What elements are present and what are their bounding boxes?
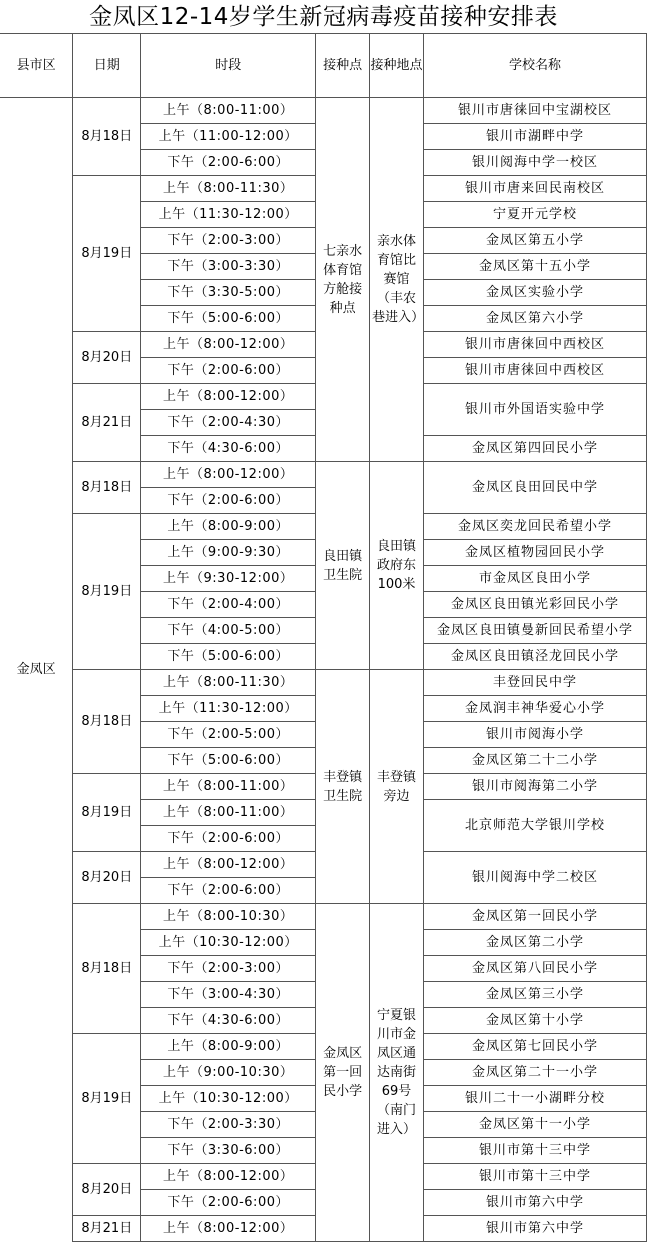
school-cell: 金凤区第七回民小学	[424, 1034, 647, 1060]
time-cell: 下午（5:00-6:00）	[141, 644, 316, 670]
time-cell: 上午（10:30-12:00）	[141, 1086, 316, 1112]
time-cell: 下午（2:00-6:00）	[141, 1190, 316, 1216]
school-cell: 市金凤区良田小学	[424, 566, 647, 592]
time-cell: 上午（8:00-11:00）	[141, 774, 316, 800]
header-site: 接种点	[316, 34, 370, 98]
time-cell: 下午（2:00-6:00）	[141, 150, 316, 176]
school-cell: 金凤区第二十二小学	[424, 748, 647, 774]
time-cell: 下午（2:00-4:00）	[141, 592, 316, 618]
school-cell: 金凤区第十五小学	[424, 254, 647, 280]
school-cell: 金凤区植物园回民小学	[424, 540, 647, 566]
school-cell: 金凤区良田镇泾龙回民小学	[424, 644, 647, 670]
time-cell: 下午（4:00-5:00）	[141, 618, 316, 644]
location-cell: 亲水体育馆比赛馆（丰农巷进入）	[370, 98, 424, 462]
school-cell: 金凤区奕龙回民希望小学	[424, 514, 647, 540]
date-cell: 8月19日	[73, 1034, 141, 1164]
table-row	[0, 462, 647, 488]
time-cell: 上午（11:00-12:00）	[141, 124, 316, 150]
time-cell: 下午（2:00-6:00）	[141, 878, 316, 904]
date-cell: 8月19日	[73, 176, 141, 332]
page-title: 金凤区12-14岁学生新冠病毒疫苗接种安排表	[89, 4, 558, 30]
time-cell: 上午（9:30-12:00）	[141, 566, 316, 592]
time-cell: 下午（4:30-6:00）	[141, 1008, 316, 1034]
table-row	[0, 98, 647, 124]
time-cell: 下午（4:30-6:00）	[141, 436, 316, 462]
header-row	[0, 34, 647, 98]
date-cell: 8月21日	[73, 1216, 141, 1242]
school-cell: 金凤区良田镇光彩回民小学	[424, 592, 647, 618]
date-cell: 8月20日	[73, 1164, 141, 1216]
time-cell: 上午（8:00-9:00）	[141, 514, 316, 540]
school-cell: 银川市第十三中学	[424, 1138, 647, 1164]
school-cell: 宁夏开元学校	[424, 202, 647, 228]
school-cell: 金凤区第二小学	[424, 930, 647, 956]
time-cell: 下午（2:00-3:30）	[141, 1112, 316, 1138]
school-cell: 银川阅海中学一校区	[424, 150, 647, 176]
school-cell: 金凤区第三小学	[424, 982, 647, 1008]
schedule-table	[0, 33, 647, 1242]
location-cell: 良田镇政府东100米	[370, 462, 424, 670]
table-row	[0, 670, 647, 696]
school-cell: 银川市第六中学	[424, 1216, 647, 1242]
school-cell: 金凤区第二十一小学	[424, 1060, 647, 1086]
school-cell: 银川市阅海第二小学	[424, 774, 647, 800]
time-cell: 上午（8:00-9:00）	[141, 1034, 316, 1060]
school-cell: 北京师范大学银川学校	[424, 800, 647, 852]
date-cell: 8月18日	[73, 904, 141, 1034]
time-cell: 上午（11:30-12:00）	[141, 202, 316, 228]
school-cell: 金凤区实验小学	[424, 280, 647, 306]
school-cell: 金凤区第十一小学	[424, 1112, 647, 1138]
school-cell: 银川市唐徕回中西校区	[424, 358, 647, 384]
time-cell: 下午（2:00-4:30）	[141, 410, 316, 436]
school-cell: 银川市外国语实验中学	[424, 384, 647, 436]
time-cell: 下午（2:00-5:00）	[141, 722, 316, 748]
time-cell: 下午（2:00-6:00）	[141, 358, 316, 384]
school-cell: 银川市第十三中学	[424, 1164, 647, 1190]
time-cell: 下午（2:00-6:00）	[141, 488, 316, 514]
school-cell: 金凤区第一回民小学	[424, 904, 647, 930]
time-cell: 上午（8:00-12:00）	[141, 384, 316, 410]
date-cell: 8月18日	[73, 670, 141, 774]
time-cell: 上午（8:00-10:30）	[141, 904, 316, 930]
time-cell: 下午（3:30-5:00）	[141, 280, 316, 306]
school-cell: 银川市唐来回民南校区	[424, 176, 647, 202]
time-cell: 上午（8:00-12:00）	[141, 852, 316, 878]
time-cell: 上午（8:00-12:00）	[141, 1216, 316, 1242]
location-cell: 宁夏银川市金凤区通达南街69号（南门进入）	[370, 904, 424, 1242]
site-cell: 金凤区第一回民小学	[316, 904, 370, 1242]
school-cell: 金凤区第八回民小学	[424, 956, 647, 982]
header-school: 学校名称	[424, 34, 647, 98]
school-cell: 银川市唐徕回中宝湖校区	[424, 98, 647, 124]
site-cell: 丰登镇卫生院	[316, 670, 370, 904]
date-cell: 8月18日	[73, 462, 141, 514]
time-cell: 上午（10:30-12:00）	[141, 930, 316, 956]
time-cell: 下午（5:00-6:00）	[141, 748, 316, 774]
location-cell: 丰登镇旁边	[370, 670, 424, 904]
school-cell: 金凤区第四回民小学	[424, 436, 647, 462]
school-cell: 银川市湖畔中学	[424, 124, 647, 150]
school-cell: 银川二十一小湖畔分校	[424, 1086, 647, 1112]
time-cell: 下午（2:00-6:00）	[141, 826, 316, 852]
county-cell: 金凤区	[0, 98, 73, 1242]
time-cell: 下午（3:30-6:00）	[141, 1138, 316, 1164]
school-cell: 金凤区第五小学	[424, 228, 647, 254]
table-row	[0, 904, 647, 930]
school-cell: 银川市第六中学	[424, 1190, 647, 1216]
time-cell: 上午（8:00-12:00）	[141, 1164, 316, 1190]
header-location: 接种地点	[370, 34, 424, 98]
school-cell: 银川阅海中学二校区	[424, 852, 647, 904]
time-cell: 上午（8:00-11:30）	[141, 670, 316, 696]
time-cell: 上午（11:30-12:00）	[141, 696, 316, 722]
time-cell: 上午（8:00-12:00）	[141, 332, 316, 358]
time-cell: 下午（3:00-3:30）	[141, 254, 316, 280]
school-cell: 金凤区第十小学	[424, 1008, 647, 1034]
date-cell: 8月18日	[73, 98, 141, 176]
school-cell: 金凤区良田回民中学	[424, 462, 647, 514]
time-cell: 下午（2:00-3:00）	[141, 956, 316, 982]
time-cell: 上午（9:00-10:30）	[141, 1060, 316, 1086]
date-cell: 8月19日	[73, 774, 141, 852]
date-cell: 8月20日	[73, 852, 141, 904]
time-cell: 上午（8:00-12:00）	[141, 462, 316, 488]
time-cell: 下午（5:00-6:00）	[141, 306, 316, 332]
header-county: 县市区	[0, 34, 73, 98]
date-cell: 8月20日	[73, 332, 141, 384]
school-cell: 金凤区第六小学	[424, 306, 647, 332]
time-cell: 下午（3:00-4:30）	[141, 982, 316, 1008]
time-cell: 上午（8:00-11:00）	[141, 98, 316, 124]
school-cell: 金凤区良田镇曼新回民希望小学	[424, 618, 647, 644]
school-cell: 丰登回民中学	[424, 670, 647, 696]
time-cell: 上午（9:00-9:30）	[141, 540, 316, 566]
time-cell: 下午（2:00-3:00）	[141, 228, 316, 254]
school-cell: 银川市唐徕回中西校区	[424, 332, 647, 358]
time-cell: 上午（8:00-11:30）	[141, 176, 316, 202]
header-time: 时段	[141, 34, 316, 98]
school-cell: 金凤润丰神华爱心小学	[424, 696, 647, 722]
school-cell: 银川市阅海小学	[424, 722, 647, 748]
time-cell: 上午（8:00-11:00）	[141, 800, 316, 826]
date-cell: 8月21日	[73, 384, 141, 462]
site-cell: 良田镇卫生院	[316, 462, 370, 670]
site-cell: 七亲水体育馆方舱接种点	[316, 98, 370, 462]
date-cell: 8月19日	[73, 514, 141, 670]
header-date: 日期	[73, 34, 141, 98]
